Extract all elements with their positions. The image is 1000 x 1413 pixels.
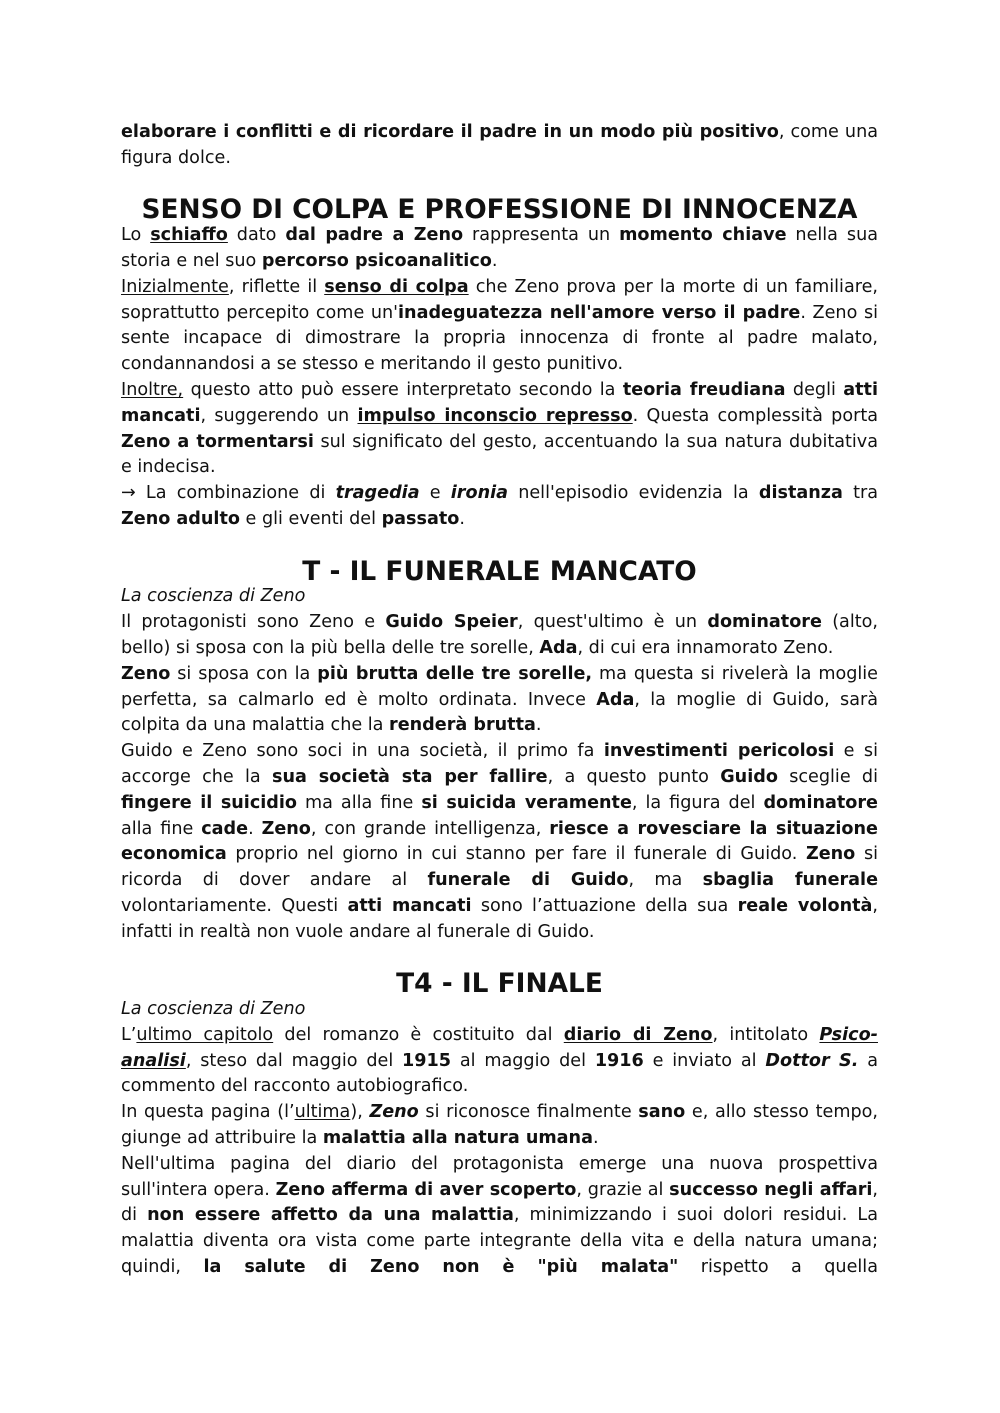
paragraph-soci: Guido e Zeno sono soci in una società, il primo fa investimenti pericolosi e si accorge che la sua società sta per fallire, a questo punto Guido sceglie di fingere il suicidio ma alla fine si suicida veramente, la figura del dominatore alla fine cade. Zeno, con grande intelligenza, riesce a rovesciare la situazione economica proprio nel giorno in cui stanno per fare il funerale di Guido. Zeno si ricorda di dover andare al funerale di Guido, ma sbaglia funerale volontariamente. Questi atti mancati sono l’attuazione della sua reale volontà, infatti in realtà non vuole andare al funerale di Guido. (121, 741, 879, 942)
paragraph-zeno-sposa: Zeno si sposa con la più brutta delle tre sorelle, ma questa si rivelerà la moglie perfetta, sa calmarlo ed è molto ordinata. Invece Ada, la moglie di Guido, sarà colpita da una malattia che la renderà brutta. (121, 663, 878, 736)
paragraph-questa-pagina: In questa pagina (l’ultima), Zeno si riconosce finalmente sano e, allo stesso tempo, giunge ad attribuire la malattia alla natura umana. (121, 1102, 878, 1149)
paragraph-schiaffo: Lo schiaffo dato dal padre a Zeno rappresenta un momento chiave nella sua storia e nel suo percorso psicoanalitico. (121, 225, 879, 271)
section-heading-finale: T4 - IL FINALE (396, 968, 603, 1000)
paragraph-combinazione: → La combinazione di tragedia e ironia nell'episodio evidenzia la distanza tra Zeno adulto e gli eventi del passato. (121, 483, 878, 529)
document-body (121, 120, 878, 1281)
section-heading-senso-di-colpa: SENSO DI COLPA E PROFESSIONE DI INNOCENZA (141, 194, 858, 226)
section-heading-funerale-mancato: T - IL FUNERALE MANCATO (302, 555, 697, 587)
paragraph-inizialmente: Inizialmente, riflette il senso di colpa che Zeno prova per la morte di un familiare, soprattutto percepito come un'inadeguatezza nell'amore verso il padre. Zeno si sente incapace di dimostrare la propria innocenza di fronte al padre malato, condannandosi a se stesso e meritando il gesto punitivo. (121, 276, 878, 375)
paragraph-protagonisti: Il protagonisti sono Zeno e Guido Speier, quest'ultimo è un dominatore (alto, bello) si sposa con la più bella delle tre sorelle, Ada, di cui era innamorato Zeno. (121, 612, 878, 658)
intro-paragraph: elaborare i conflitti e di ricordare il padre in un modo più positivo, come una figura dolce. (121, 122, 878, 168)
paragraph-ultima-pagina: Nell'ultima pagina del diario del protagonista emerge una nuova prospettiva sull'intera opera. Zeno afferma di aver scoperto, grazie al successo negli affari, di non essere affetto da una malattia, minimizzando i suoi dolori residui. La malattia diventa ora vista come parte integrante della vita e della natura umana; quindi, la salute di Zeno non è "più malata" rispetto a quella (121, 1153, 878, 1278)
paragraph-inoltre: Inoltre, questo atto può essere interpretato secondo la teoria freudiana degli atti mancati, suggerendo un impulso inconscio represso. Questa complessità porta Zeno a tormentarsi sul significato del gesto, accentuando la sua natura dubitativa e indecisa. (121, 379, 878, 478)
section-subtitle: La coscienza di Zeno (121, 586, 306, 607)
paragraph-ultimo-capitolo: L’ultimo capitolo del romanzo è costituito dal diario di Zeno, intitolato Psico-analisi, steso dal maggio del 1915 al maggio del 1916 e inviato al Dottor S. a commento del racconto autobiografico. (121, 1024, 879, 1097)
section-subtitle: La coscienza di Zeno (121, 999, 306, 1020)
